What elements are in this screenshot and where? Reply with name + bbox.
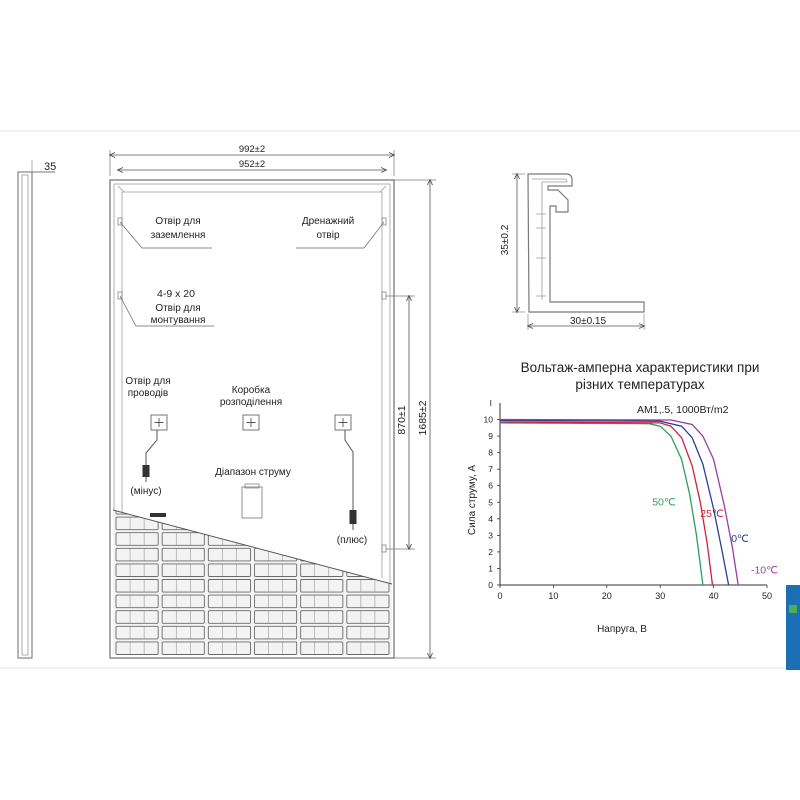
solar-cell — [301, 517, 343, 530]
series-label-1: 25℃ — [700, 508, 724, 521]
x-tick-label: 10 — [548, 591, 559, 601]
x-axis-label: Напруга, В — [597, 624, 647, 635]
mounting-holes-label-2: Отвір для — [155, 303, 201, 314]
solar-cell — [255, 517, 297, 530]
x-tick-label: 40 — [708, 591, 719, 601]
thickness-label: 35 — [44, 161, 57, 173]
outer-width-label: 992±2 — [238, 144, 266, 155]
inner-width-label: 952±2 — [238, 159, 266, 170]
profile-height-label: 35±0.2 — [500, 224, 511, 256]
drain-hole-label-1: Дренажний — [301, 216, 355, 227]
y-tick-label: 6 — [488, 480, 493, 491]
y-tick-label: 1 — [488, 563, 493, 574]
solar-cell — [208, 517, 250, 530]
series-label-2: 0℃ — [731, 532, 749, 545]
minus-connector — [143, 465, 150, 477]
frame-profile — [500, 174, 644, 330]
y-tick-label: 0 — [488, 580, 493, 590]
panel-side-view — [18, 160, 56, 658]
y-tick-label: 7 — [488, 464, 493, 475]
side-tab[interactable] — [786, 585, 800, 670]
series-line-3 — [500, 420, 738, 586]
x-tick-label: 0 — [497, 591, 503, 601]
y-axis-label: Сила струму, А — [467, 464, 478, 536]
current-range-box — [242, 487, 262, 518]
chart-axes — [484, 398, 772, 601]
junction-box-left — [151, 415, 167, 430]
wire-hole-label-2: проводів — [127, 388, 169, 399]
panel-back-view — [110, 144, 436, 658]
solar-cell — [255, 502, 297, 515]
series-label-0: 50℃ — [652, 496, 676, 509]
y-tick-label: 3 — [488, 530, 493, 541]
y-tick-label: 2 — [488, 546, 493, 557]
junction-box-right — [335, 415, 351, 430]
grounding-hole-label-2: заземлення — [150, 230, 206, 241]
grounding-hole-label-1: Отвір для — [155, 216, 201, 227]
solar-cell — [301, 502, 343, 515]
plus-connector — [350, 510, 357, 524]
panel-height-label: 1685±2 — [417, 400, 429, 436]
mounting-holes-label-1: 4-9 x 20 — [157, 288, 195, 300]
x-tick-label: 30 — [655, 591, 666, 601]
current-range-label: Діапазон струму — [215, 467, 291, 478]
side-tab-icon — [789, 605, 797, 613]
series-line-2 — [500, 420, 729, 585]
y-tick-label: 5 — [488, 497, 493, 508]
chart-title-line-1: Вольтаж-амперна характеристики при — [520, 360, 760, 375]
solar-cell — [347, 548, 389, 561]
iv-chart — [467, 360, 778, 635]
profile-width-label: 30±0.15 — [569, 316, 607, 327]
solar-cell — [255, 533, 297, 546]
y-tick-label: 4 — [488, 513, 493, 524]
mounting-holes-label-3: монтування — [150, 315, 206, 326]
y-tick-label: 9 — [488, 431, 493, 442]
chart-annotation: AM1,.5, 1000Вт/m2 — [637, 404, 729, 416]
series-line-1 — [500, 422, 713, 585]
x-tick-label: 50 — [761, 591, 773, 601]
mount-spacing-label: 870±1 — [396, 405, 408, 435]
plus-cable — [345, 430, 353, 510]
chart-title-line-2: різних температурах — [575, 377, 705, 392]
solar-cell — [162, 502, 204, 515]
y-tick-label: 8 — [488, 447, 493, 458]
chart-series-group — [500, 420, 778, 586]
wire-hole-label-1: Отвір для — [125, 376, 171, 387]
junction-box-center — [243, 415, 259, 430]
junction-box-label-1: Коробка — [231, 385, 271, 396]
junction-box-label-2: розподілення — [219, 397, 283, 408]
minus-label: (мінус) — [130, 486, 162, 497]
plus-label: (плюс) — [336, 535, 368, 546]
minus-cable — [146, 430, 157, 465]
drain-hole-label-2: отвір — [316, 230, 340, 241]
y-tick-label-top: I — [489, 398, 492, 408]
solar-cell — [301, 548, 343, 561]
y-tick-label: 10 — [483, 414, 493, 425]
solar-cell — [208, 502, 250, 515]
x-tick-label: 20 — [601, 591, 612, 601]
series-label-3: -10℃ — [750, 564, 778, 577]
